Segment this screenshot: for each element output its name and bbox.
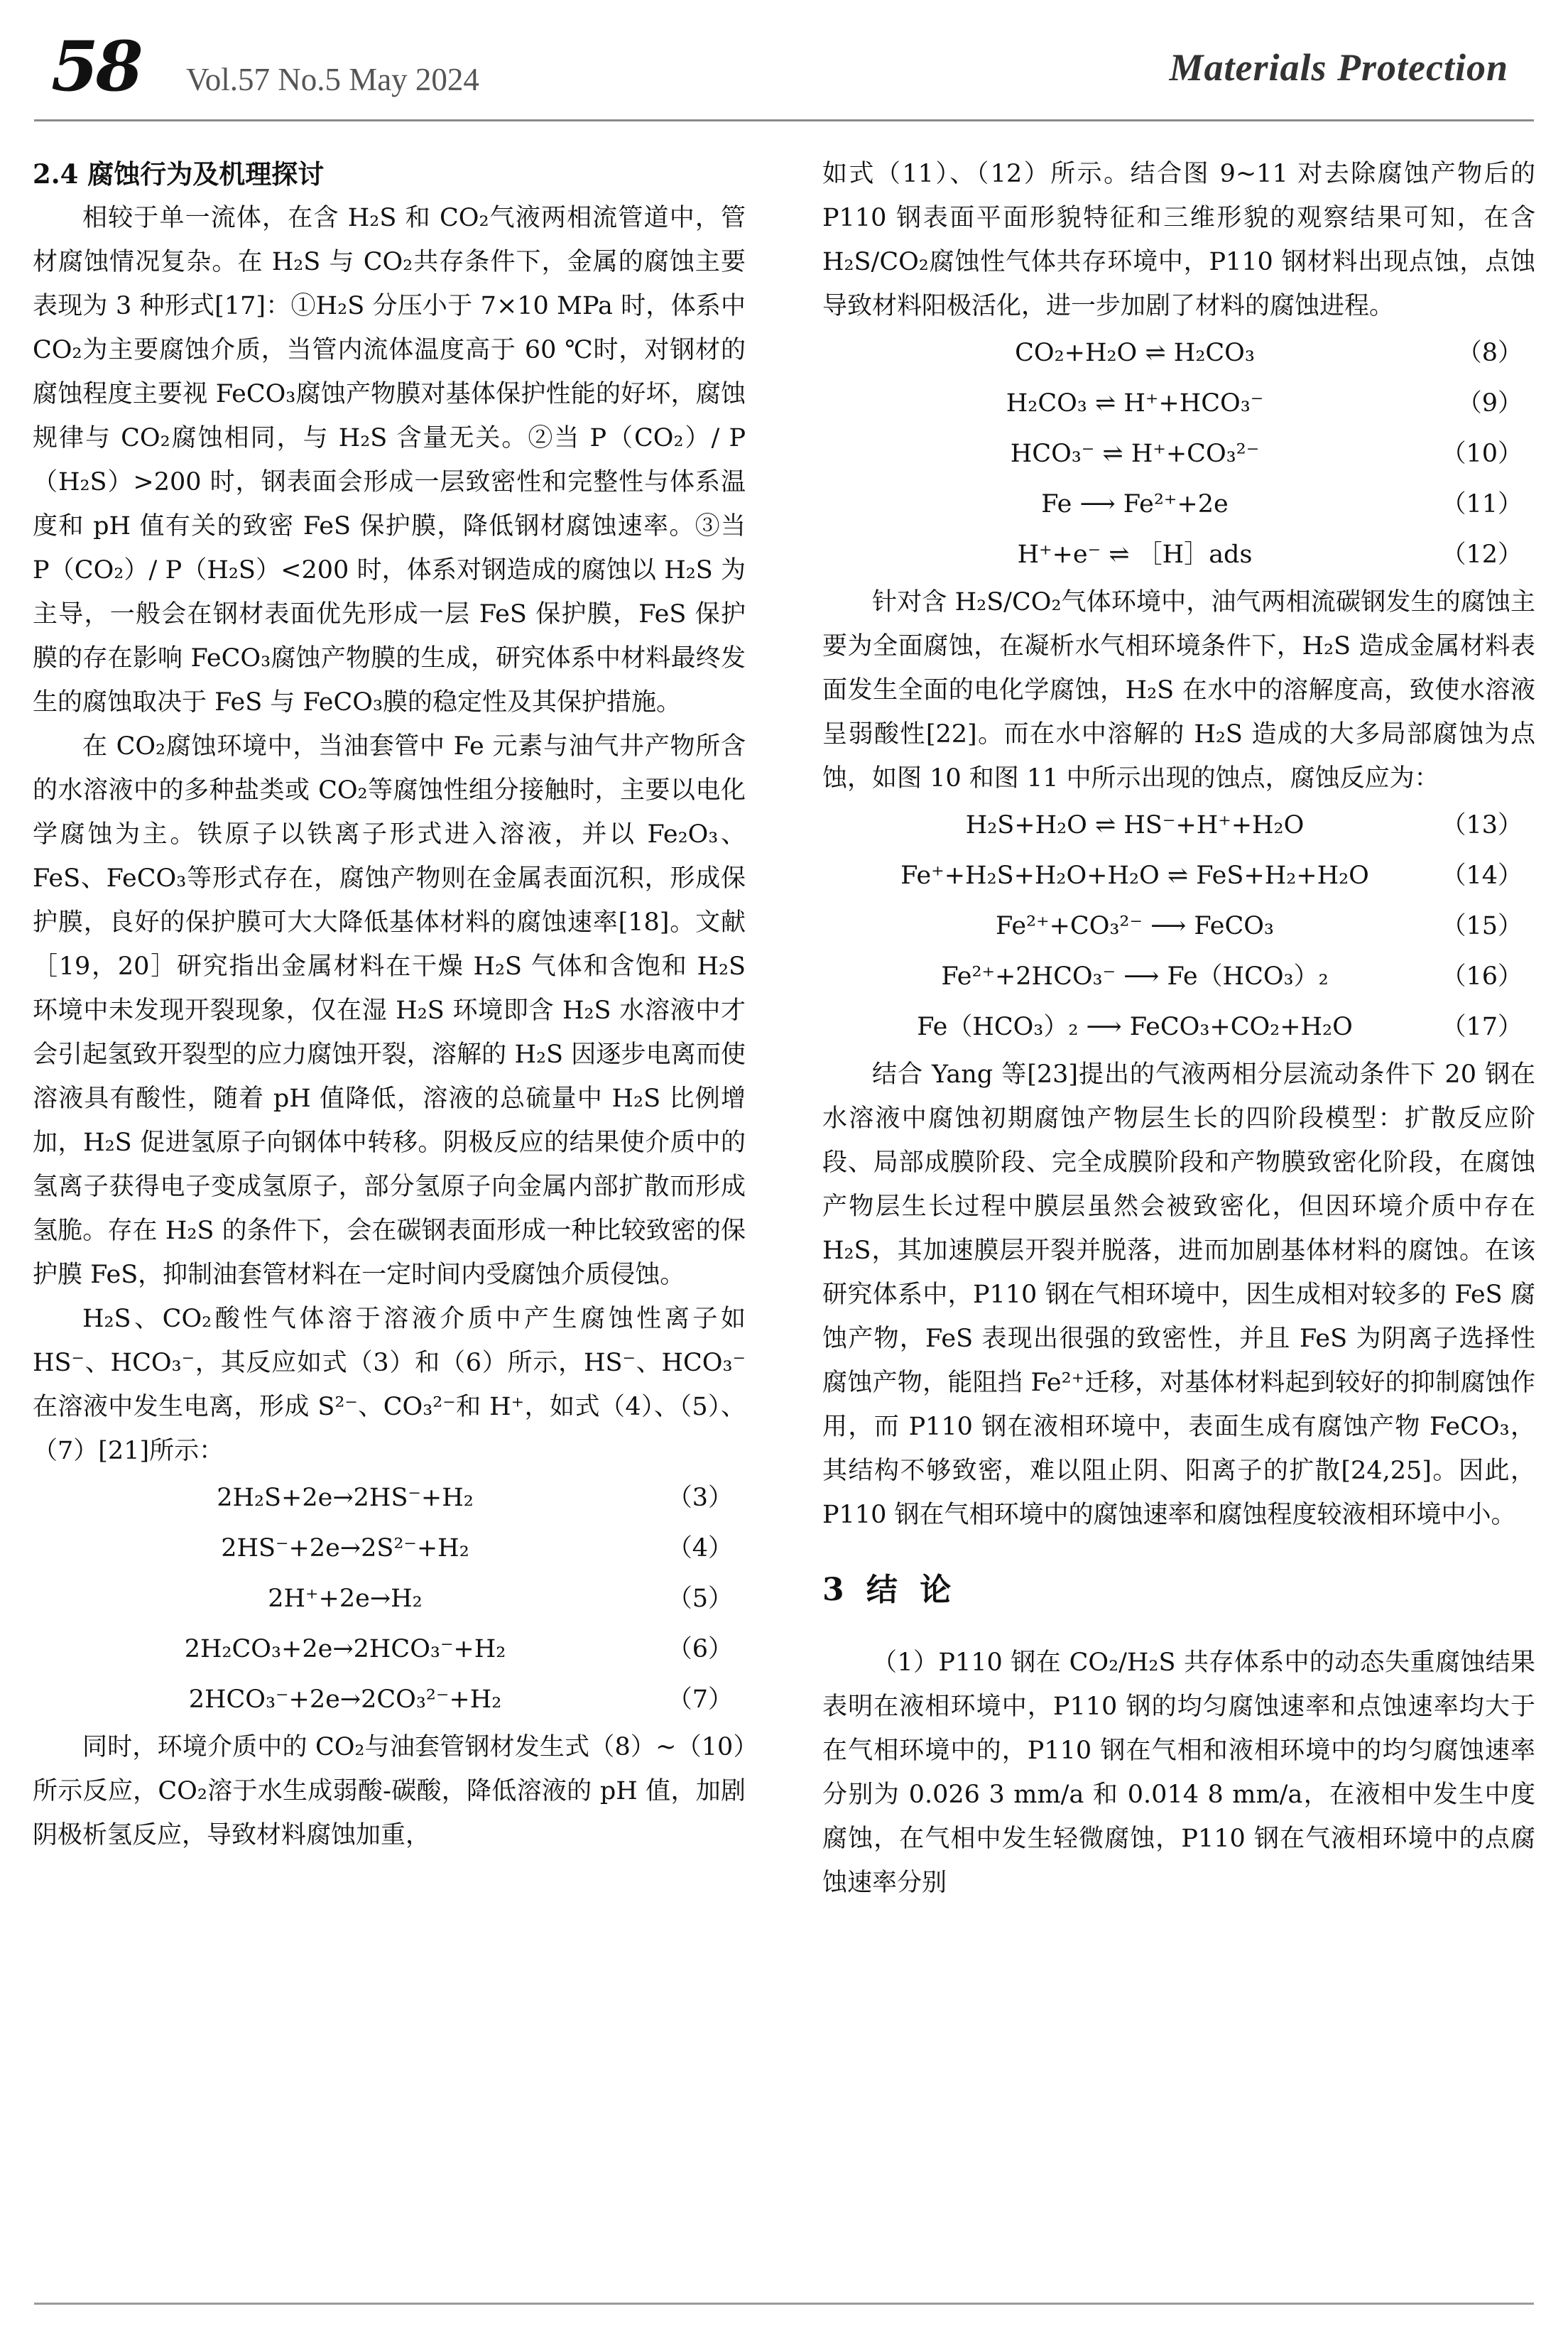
equation-text: H₂S+H₂O ⇌ HS⁻+H⁺+H₂O <box>965 811 1305 840</box>
equation-text: HCO₃⁻ ⇌ H⁺+CO₃²⁻ <box>1010 440 1260 468</box>
equation-text: H⁺+e⁻ ⇌ ［H］ads <box>1017 540 1253 569</box>
equation <box>33 1675 746 1725</box>
journal-title: Materials Protection <box>1169 46 1508 89</box>
paragraph: 针对含 H₂S/CO₂气体环境中，油气两相流碳钢发生的腐蚀主要为全面腐蚀，在凝析水气相环境条件下，H₂S 造成金属材料表面发生全面的电化学腐蚀，H₂S 在水中的溶解度高，致使水溶液呈弱酸性[22]。而在水中溶解的 H₂S 造成的大多局部腐蚀为点蚀，如图 10 和图 11 中所示出现的蚀点，腐蚀反应为： <box>822 588 1535 793</box>
equation-group <box>33 1473 746 1725</box>
section-heading-2-4: 2.4 腐蚀行为及机理探讨 <box>33 158 325 190</box>
equation-text: 2HS⁻+2e→2S²⁻+H₂ <box>221 1534 469 1563</box>
equation-text: 2H₂CO₃+2e→2HCO₃⁻+H₂ <box>184 1635 506 1663</box>
equation-number: （10） <box>1441 440 1523 468</box>
equation <box>822 379 1535 429</box>
equation-text: CO₂+H₂O ⇌ H₂CO₃ <box>1015 339 1255 367</box>
equation-number: （3） <box>667 1484 733 1512</box>
equation-text: Fe⁺+H₂S+H₂O+H₂O ⇌ FeS+H₂+H₂O <box>900 862 1369 890</box>
paragraph: 相较于单一流体，在含 H₂S 和 CO₂气液两相流管道中，管材腐蚀情况复杂。在 H₂S 与 CO₂共存条件下，金属的腐蚀主要表现为 3 种形式[17]：①H₂S 分压小于 7×10 MPa 时，体系中 CO₂为主要腐蚀介质，当管内流体温度高于 60 ℃时，对钢材的腐蚀程度主要视 FeCO₃腐蚀产物膜对基体保护性能的好坏，腐蚀规律与 CO₂腐蚀相同，与 H₂S 含量无关。②当 P（CO₂）/ P（H₂S）>200 时，钢表面会形成一层致密性和完整性与体系温度和 pH 值有关的致密 FeS 保护膜，降低钢材腐蚀速率。③当 P（CO₂）/ P（H₂S）<200 时，体系对钢造成的腐蚀以 H₂S 为主导，一般会在钢材表面优先形成一层 FeS 保护膜，FeS 保护膜的存在影响 FeCO₃腐蚀产物膜的生成，研究体系中材料最终发生的腐蚀取决于 FeS 与 FeCO₃膜的稳定性及其保护措施。 <box>33 204 746 717</box>
equation-text: 2HCO₃⁻+2e→2CO₃²⁻+H₂ <box>188 1685 502 1714</box>
equation <box>822 429 1535 479</box>
equation-group <box>822 800 1535 1053</box>
left-column <box>33 152 746 1857</box>
equation-text: Fe（HCO₃）₂ ⟶ FeCO₃+CO₂+H₂O <box>917 1013 1353 1041</box>
equation-text: Fe ⟶ Fe²⁺+2e <box>1041 490 1229 518</box>
paragraph: 同时，环境介质中的 CO₂与油套管钢材发生式（8）~（10）所示反应，CO₂溶于水生成弱酸-碳酸，降低溶液的 pH 值，加剧阴极析氢反应，导致材料腐蚀加重， <box>33 1733 746 1849</box>
paragraph: 如式（11）、（12）所示。结合图 9~11 对去除腐蚀产物后的 P110 钢表面平面形貌特征和三维形貌的观察结果可知，在含 H₂S/CO₂腐蚀性气体共存环境中，P110 钢材料出现点蚀，点蚀导致材料阳极活化，进一步加剧了材料的腐蚀进程。 <box>822 160 1535 320</box>
paragraph: 结合 Yang 等[23]提出的气液两相分层流动条件下 20 钢在水溶液中腐蚀初期腐蚀产物层生长的四阶段模型：扩散反应阶段、局部成膜阶段、完全成膜阶段和产物膜致密化阶段，在腐蚀产物层生长过程中膜层虽然会被致密化，但因环境介质中存在 H₂S，其加速膜层开裂并脱落，进而加剧基体材料的腐蚀。在该研究体系中，P110 钢在气相环境中，因生成相对较多的 FeS 腐蚀产物，FeS 表现出很强的致密性，并且 FeS 为阴离子选择性腐蚀产物，能阻挡 Fe²⁺迁移，对基体材料起到较好的抑制腐蚀作用，而 P110 钢在液相环境中，表面生成有腐蚀产物 FeCO₃，其结构不够致密，难以阻止阴、阳离子的扩散[24,25]。因此，P110 钢在气相环境中的腐蚀速率和腐蚀程度较液相环境中小。 <box>822 1060 1535 1529</box>
page-number: 58 <box>51 26 141 107</box>
equation-number: （14） <box>1441 862 1523 890</box>
equation <box>822 800 1535 851</box>
equation <box>33 1523 746 1574</box>
equation <box>822 530 1535 580</box>
equation <box>822 479 1535 530</box>
equation <box>33 1624 746 1675</box>
equation-number: （9） <box>1457 389 1523 418</box>
equation-group <box>822 328 1535 580</box>
equation <box>822 851 1535 901</box>
paragraph: （1）P110 钢在 CO₂/H₂S 共存体系中的动态失重腐蚀结果表明在液相环境中，P110 钢的均匀腐蚀速率和点蚀速率均大于在气相环境中的，P110 钢在气相和液相环境中的均匀腐蚀速率分别为 0.026 3 mm/a 和 0.014 8 mm/a，在液相中发生中度腐蚀，在气相中发生轻微腐蚀，P110 钢在气液相环境中的点腐蚀速率分别 <box>822 1648 1535 1897</box>
equation-number: （15） <box>1441 912 1523 940</box>
equation-number: （16） <box>1441 962 1523 991</box>
volume-info: Vol.57 No.5 May 2024 <box>186 62 479 97</box>
equation-text: 2H⁺+2e→H₂ <box>268 1585 423 1613</box>
equation <box>822 1002 1535 1053</box>
equation-number: （17） <box>1441 1013 1523 1041</box>
header-rule <box>34 119 1534 121</box>
equation-number: （4） <box>667 1534 733 1563</box>
equation-number: （11） <box>1441 490 1523 518</box>
equation-text: H₂CO₃ ⇌ H⁺+HCO₃⁻ <box>1006 389 1264 418</box>
equation <box>822 901 1535 952</box>
equation-number: （7） <box>667 1685 733 1714</box>
equation-text: Fe²⁺+CO₃²⁻ ⟶ FeCO₃ <box>996 912 1274 940</box>
equation-text: 2H₂S+2e→2HS⁻+H₂ <box>217 1484 474 1512</box>
equation <box>33 1473 746 1523</box>
equation-text: Fe²⁺+2HCO₃⁻ ⟶ Fe（HCO₃）₂ <box>941 962 1329 991</box>
section-heading-3: 3 结 论 <box>822 1572 957 1608</box>
footer-rule <box>34 2303 1534 2305</box>
equation-number: （5） <box>667 1585 733 1613</box>
equation-number: （8） <box>1457 339 1523 367</box>
equation-number: （6） <box>667 1635 733 1663</box>
page-header <box>0 0 1568 107</box>
equation <box>822 952 1535 1002</box>
equation-number: （12） <box>1441 540 1523 569</box>
equation-number: （13） <box>1441 811 1523 840</box>
paragraph: H₂S、CO₂酸性气体溶于溶液介质中产生腐蚀性离子如 HS⁻、HCO₃⁻，其反应如式（3）和（6）所示，HS⁻、HCO₃⁻在溶液中发生电离，形成 S²⁻、CO₃²⁻和 H⁺，如式（4）、（5）、（7）[21]所示： <box>33 1305 746 1465</box>
equation <box>822 328 1535 379</box>
right-column <box>822 152 1535 1905</box>
paragraph: 在 CO₂腐蚀环境中，当油套管中 Fe 元素与油气井产物所含的水溶液中的多种盐类或 CO₂等腐蚀性组分接触时，主要以电化学腐蚀为主。铁原子以铁离子形式进入溶液，并以 Fe₂O₃、FeS、FeCO₃等形式存在，腐蚀产物则在金属表面沉积，形成保护膜，良好的保护膜可大大降低基体材料的腐蚀速率[18]。文献［19，20］研究指出金属材料在干燥 H₂S 气体和含饱和 H₂S 环境中未发现开裂现象，仅在湿 H₂S 环境即含 H₂S 水溶液中才会引起氢致开裂型的应力腐蚀开裂，溶解的 H₂S 因逐步电离而使溶液具有酸性，随着 pH 值降低，溶液的总硫量中 H₂S 比例增加，H₂S 促进氢原子向钢体中转移。阴极反应的结果使介质中的氢离子获得电子变成氢原子，部分氢原子向金属内部扩散而形成氢脆。存在 H₂S 的条件下，会在碳钢表面形成一种比较致密的保护膜 FeS，抑制油套管材料在一定时间内受腐蚀介质侵蚀。 <box>33 732 746 1289</box>
equation <box>33 1574 746 1624</box>
